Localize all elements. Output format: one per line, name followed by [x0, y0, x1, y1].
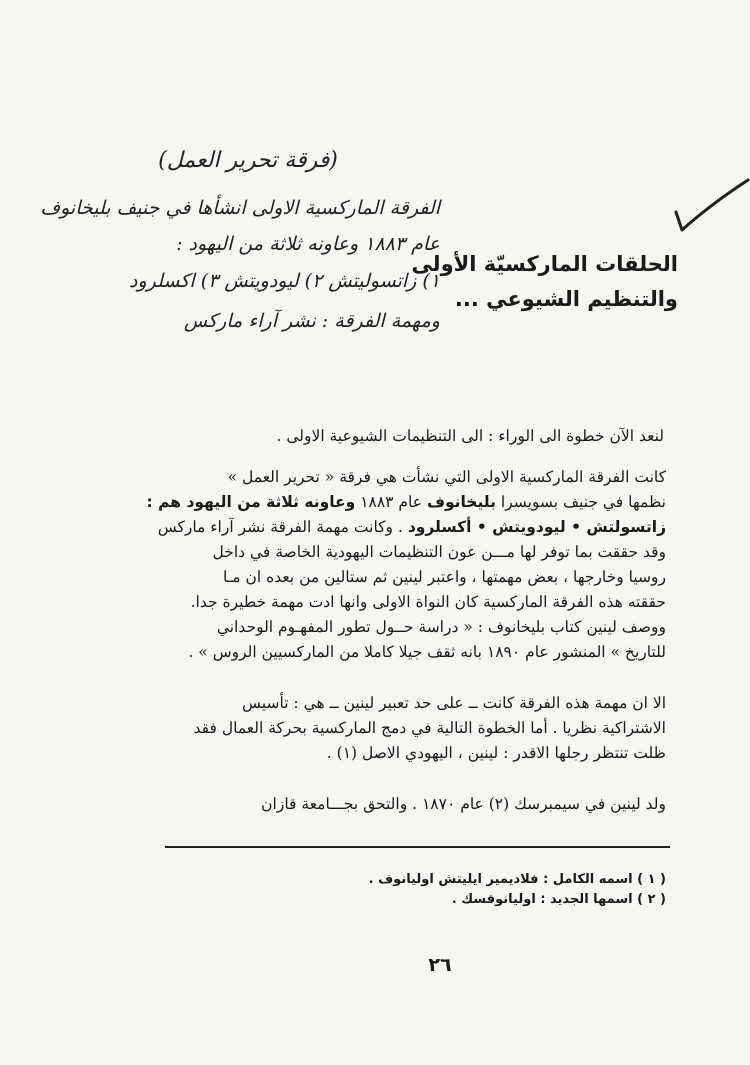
paragraph-2-line: الا ان مهمة هذه الفرقة كانت ــ على حد تعبير لينين ــ هي : تأسيس [242, 694, 666, 712]
page-number: ٢٦ [428, 954, 452, 976]
paragraph-1-line: وقد حققت بما توفر لها مـــن عون التنظيمات اليهودية الخاصة في داخل [212, 543, 666, 561]
intro-line: لنعد الآن خطوة الى الوراء : الى التنظيمات الشيوعية الاولى . [276, 427, 664, 445]
footnote-1: ( ١ ) اسمه الكامل : فلاديمير ايليتش اوليانوف . [368, 872, 666, 887]
chapter-heading-line-2: والتنظيم الشيوعي ... [454, 287, 678, 311]
handwritten-note-line: الفرقة الماركسية الاولى انشأها في جنيف بليخانوف [40, 197, 440, 219]
handwritten-note-line: ١) زاتسوليتش ٢) ليودويتش ٣) اكسلرود [129, 270, 440, 292]
paragraph-2-line: الاشتراكية نظريا . أما الخطوة التالية في دمج الماركسية بحركة العمال فقد [193, 719, 666, 737]
paragraph-1-line: كانت الفرقة الماركسية الاولى التي نشأت هي فرقة « تحرير العمل » [227, 468, 666, 486]
bold-name: بليخانوف [426, 493, 496, 511]
handwritten-note-title: (فرقة تحرير العمل) [158, 148, 338, 173]
footnote-2: ( ٢ ) اسمها الجديد : اوليانوفسك . [451, 892, 666, 907]
text-run: . وكانت مهمة الفرقة نشر آراء ماركس [157, 518, 403, 536]
paragraph-1-line [146, 491, 666, 513]
paragraph-1-line: للتاريخ » المنشور عام ١٨٩٠ بانه ثقف جيلا كاملا من الماركسيين الروس » . [188, 643, 666, 661]
text-run: نظمها في جنيف بسويسرا [500, 493, 666, 511]
paragraph-1-line: روسيا وخارجها ، بعض مهمتها ، واعتبر لينين ثم ستالين من بعده ان مـا [223, 568, 666, 586]
text-run: عام ١٨٨٣ [360, 493, 422, 511]
paragraph-3-line: ولد لينين في سيمبرسك (٢) عام ١٨٧٠ . والتحق بجـــامعة قازان [261, 795, 666, 813]
bold-names: زاتسولتش • ليودويتش • أكسلرود [407, 518, 666, 536]
paragraph-2-line: ظلت تنتظر رجلها الاقدر : لينين ، اليهودي الاصل (١) . [326, 744, 666, 762]
bold-text: وعاونه ثلاثة من اليهود هم : [146, 493, 356, 511]
check-mark-icon [672, 172, 750, 232]
paragraph-1-line: ووصف لينين كتاب بليخانوف : « دراسة حــول تطور المفهـوم الوحداني [216, 618, 666, 636]
footnote-divider [165, 846, 670, 848]
handwritten-note-line: ومهمة الفرقة : نشر آراء ماركس [183, 310, 440, 332]
paragraph-1-line [157, 516, 666, 538]
paragraph-1-line: حققته هذه الفرقة الماركسية كان النواة الاولى وانها ادت مهمة خطيرة جدا. [190, 593, 666, 611]
chapter-heading-line-1: الحلقات الماركسيّة الأولى [411, 252, 678, 276]
handwritten-note-line: عام ١٨٨٣ وعاونه ثلاثة من اليهود : [176, 233, 440, 255]
